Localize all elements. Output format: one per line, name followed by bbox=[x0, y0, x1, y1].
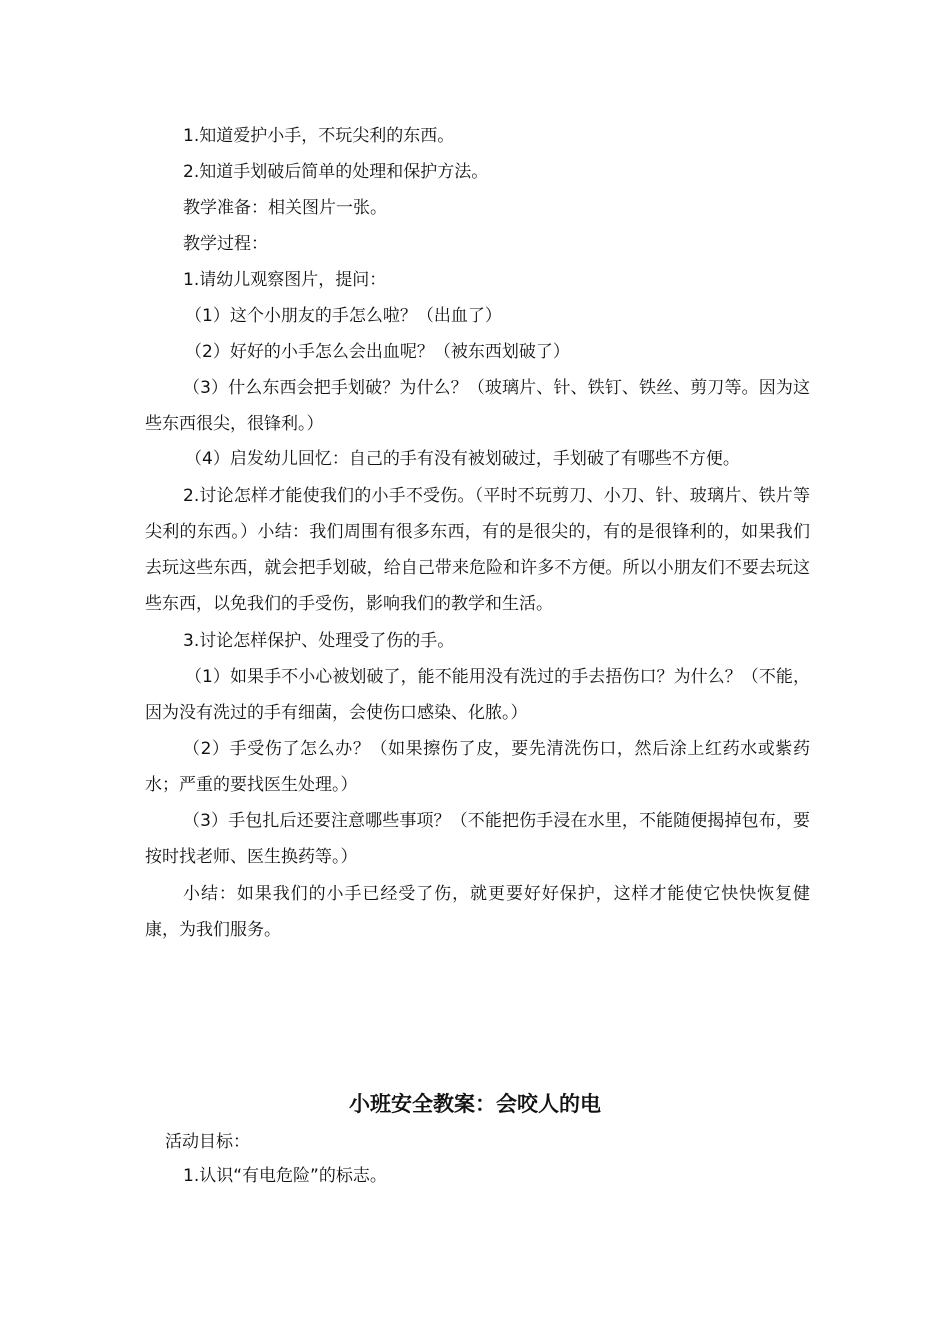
process-step-2: 2.讨论怎样才能使我们的小手不受伤。（平时不玩剪刀、小刀、针、玻璃片、铁片等尖利的东西。）小结：我们周围有很多东西，有的是很尖的，有的是很锋利的，如果我们去玩这些东西，就会把手划破，给自己带来危险和许多不方便。所以小朋友们不要去玩这些东西，以免我们的手受伤，影响我们的教学和生活。 bbox=[145, 486, 810, 614]
section-title: 小班安全教案：会咬人的电 bbox=[349, 1092, 601, 1116]
teaching-process-title: 教学过程： bbox=[183, 234, 268, 254]
protect-point-3: （3）手包扎后还要注意哪些事项？（不能把伤手浸在水里，不能随便揭掉包布，要按时找老师、医生换药等。） bbox=[145, 811, 810, 867]
process-step-1: 1.请幼儿观察图片，提问： bbox=[183, 270, 387, 290]
process-step-3: 3.讨论怎样保护、处理受了伤的手。 bbox=[183, 631, 455, 651]
activity-goals-label: 活动目标： bbox=[165, 1132, 250, 1152]
goal-2: 2.知道手划破后简单的处理和保护方法。 bbox=[183, 162, 489, 182]
question-1: （1）这个小朋友的手怎么啦？（出血了） bbox=[185, 306, 502, 326]
goal-1: 1.知道爱护小手，不玩尖利的东西。 bbox=[183, 126, 455, 146]
teaching-preparation: 教学准备：相关图片一张。 bbox=[183, 198, 387, 218]
protect-point-2: （2）手受伤了怎么办？（如果擦伤了皮，要先清洗伤口，然后涂上红药水或紫药水；严重的要找医生处理。） bbox=[145, 739, 810, 795]
question-4: （4）启发幼儿回忆：自己的手有没有被划破过，手划破了有哪些不方便。 bbox=[185, 449, 740, 469]
summary: 小结：如果我们的小手已经受了伤，就更要好好保护，这样才能使它快快恢复健康，为我们服务。 bbox=[145, 884, 810, 940]
activity-goal-1: 1.认识“有电危险”的标志。 bbox=[183, 1166, 387, 1186]
question-3: （3）什么东西会把手划破？为什么？（玻璃片、针、铁钉、铁丝、剪刀等。因为这些东西很尖，很锋利。） bbox=[145, 378, 810, 434]
protect-point-1: （1）如果手不小心被划破了，能不能用没有洗过的手去捂伤口？为什么？（不能，因为没有洗过的手有细菌，会使伤口感染、化脓。） bbox=[145, 667, 810, 723]
question-2: （2）好好的小手怎么会出血呢？（被东西划破了） bbox=[185, 342, 570, 362]
